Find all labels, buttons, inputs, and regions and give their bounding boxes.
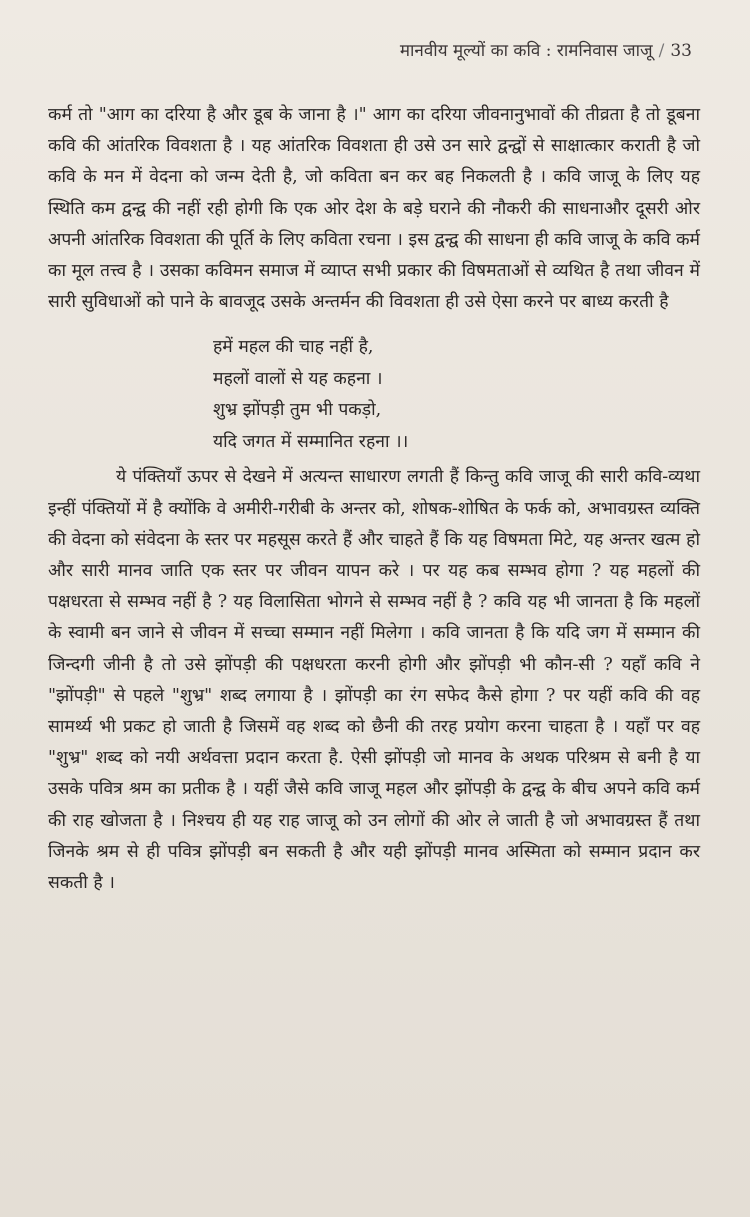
header-separator: / <box>658 41 665 61</box>
verse-line-2: महलों वालों से यह कहना । <box>213 368 383 389</box>
verse-line-4: यदि जगत में सम्मानित रहना ।। <box>213 431 409 452</box>
verse-line-3: शुभ्र झोंपड़ी तुम भी पकड़ो, <box>213 400 382 421</box>
page-header <box>400 38 692 61</box>
page-number: 33 <box>670 41 692 61</box>
verse-line-1: हमें महल की चाह नहीं है, <box>213 337 374 358</box>
running-title: मानवीय मूल्यों का कवि : रामनिवास जाजू <box>399 41 653 61</box>
page-body <box>48 100 700 899</box>
verse-block <box>48 332 700 458</box>
paragraph-2: ये पंक्तियाँ ऊपर से देखने में अत्यन्त साधारण लगती हैं किन्तु कवि जाजू की सारी कवि-व्यथा इन्हीं पंक्तियों में है क्योंकि वे अमीरी-गरीबी के अन्तर को, शोषक-शोषित के फर्क को, अभावग्रस्त व्यक्ति की वेदना को संवेदना के स्तर पर महसूस करते हैं और चाहते हैं कि यह विषमता मिटे, यह अन्तर खत्म हो और सारी मानव जाति एक स्तर पर जीवन यापन करे । पर यह कब सम्भव होगा ? यह महलों की पक्षधरता से सम्भव नहीं है ? यह विलासिता भोगने से सम्भव नहीं है ? कवि यह भी जानता है कि महलों के स्वामी बन जाने से जीवन में सच्चा सम्मान नहीं मिलेगा । कवि जानता है कि यदि जग में सम्मान की जिन्दगी जीनी है तो उसे झोंपड़ी की पक्षधरता करनी होगी और झोंपड़ी भी कौन-सी ? यहाँ कवि ने "झोंपड़ी" से पहले "शुभ्र" शब्द लगाया है । झोंपड़ी का रंग सफेद कैसे होगा ? पर यहीं कवि की वह सामर्थ्य भी प्रकट हो जाती है जिसमें वह शब्द को छैनी की तरह प्रयोग करना चाहता है । यहाँ पर वह "शुभ्र" शब्द को नयी अर्थवत्ता प्रदान करता है. ऐसी झोंपड़ी जो मानव के अथक परिश्रम से बनी है या उसके पवित्र श्रम का प्रतीक है । यहीं जैसे कवि जाजू महल और झोंपड़ी के द्वन्द्व के बीच अपने कवि कर्म की राह खोजता है । निश्चय ही यह राह जाजू को उन लोगों की ओर ले जाती है जो अभावग्रस्त हैं तथा जिनके श्रम से ही पवित्र झोंपड़ी बन सकती है और यही झोंपड़ी मानव अस्मिता को सम्मान प्रदान कर सकती है । <box>48 467 700 894</box>
paragraph-1: कर्म तो "आग का दरिया है और डूब के जाना है ।" आग का दरिया जीवनानुभावों की तीव्रता है तो डूबना कवि की आंतरिक विवशता है । यह आंतरिक विवशता ही उसे उन सारे द्वन्द्वों से साक्षात्कार कराती है जो कवि के मन में वेदना को जन्म देती है, जो कविता बन कर बह निकलती है । कवि जाजू के लिए यह स्थिति कम द्वन्द्व की नहीं रही होगी कि एक ओर देश के बड़े घराने की नौकरी की साधनाऔर दूसरी ओर अपनी आंतरिक विवशता की पूर्ति के लिए कविता रचना । इस द्वन्द्व की साधना ही कवि जाजू के कवि कर्म का मूल तत्त्व है । उसका कविमन समाज में व्याप्त सभी प्रकार की विषमताओं से व्यथित है तथा जीवन में सारी सुविधाओं को पाने के बावजूद उसके अन्तर्मन की विवशता ही उसे ऐसा करने पर बाध्य करती है <box>48 105 700 313</box>
